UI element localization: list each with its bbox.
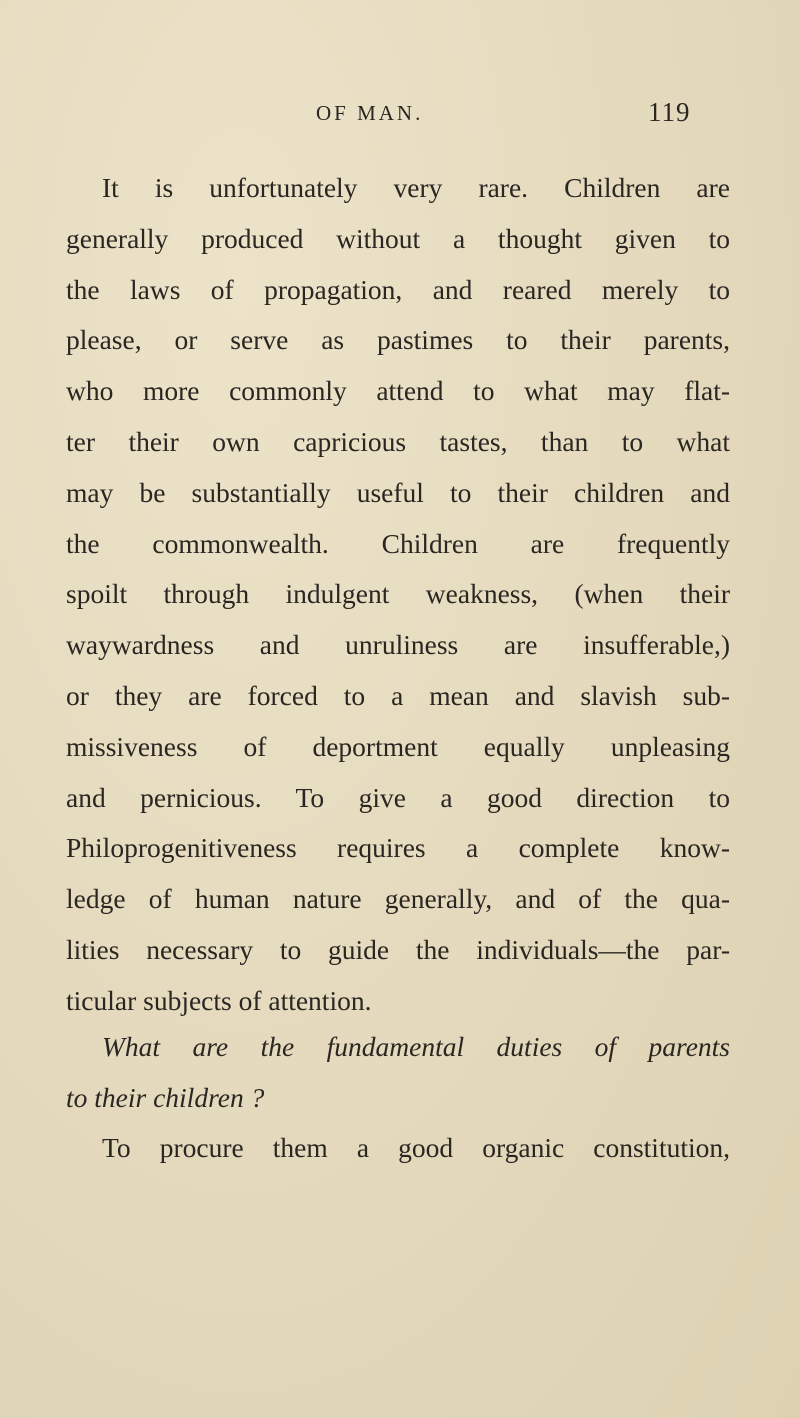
text-line: please, or serve as pastimes to their parents, (66, 324, 730, 356)
paragraph-1 (66, 163, 730, 1027)
text-line: ledge of human nature generally, and of the qua- (66, 883, 730, 915)
text-line: generally produced without a thought given to (66, 222, 730, 254)
text-line: It is unfortunately very rare. Children are (102, 172, 730, 203)
running-head-title: OF MAN. (316, 101, 424, 125)
question-heading (66, 1022, 730, 1124)
text-line: ter their own capricious tastes, than to what (66, 425, 730, 457)
text-line: lities necessary to guide the individuals—the par- (66, 933, 730, 965)
answer-line: To procure them a good organic constitution, (102, 1132, 730, 1163)
text-line: spoilt through indulgent weakness, (when their (66, 578, 730, 610)
text-line: may be substantially useful to their children and (66, 476, 730, 508)
text-line: Philoprogenitiveness requires a complete know- (66, 832, 730, 864)
text-line: who more commonly attend to what may flat- (66, 375, 730, 407)
question-line: to their children ? (66, 1081, 265, 1113)
text-line: and pernicious. To give a good direction to (66, 781, 730, 813)
text-line: missiveness of deportment equally unpleasing (66, 730, 730, 762)
question-line: What are the fundamental duties of parents (102, 1031, 730, 1062)
text-line: the commonwealth. Children are frequently (66, 527, 730, 559)
answer-paragraph (66, 1123, 730, 1174)
page-number: 119 (648, 97, 691, 127)
text-line: ticular subjects of attention. (66, 984, 372, 1016)
text-line: the laws of propagation, and reared merely to (66, 273, 730, 305)
text-line: or they are forced to a mean and slavish sub- (66, 679, 730, 711)
text-line: waywardness and unruliness are insufferable,) (66, 629, 730, 661)
running-head (0, 93, 800, 133)
